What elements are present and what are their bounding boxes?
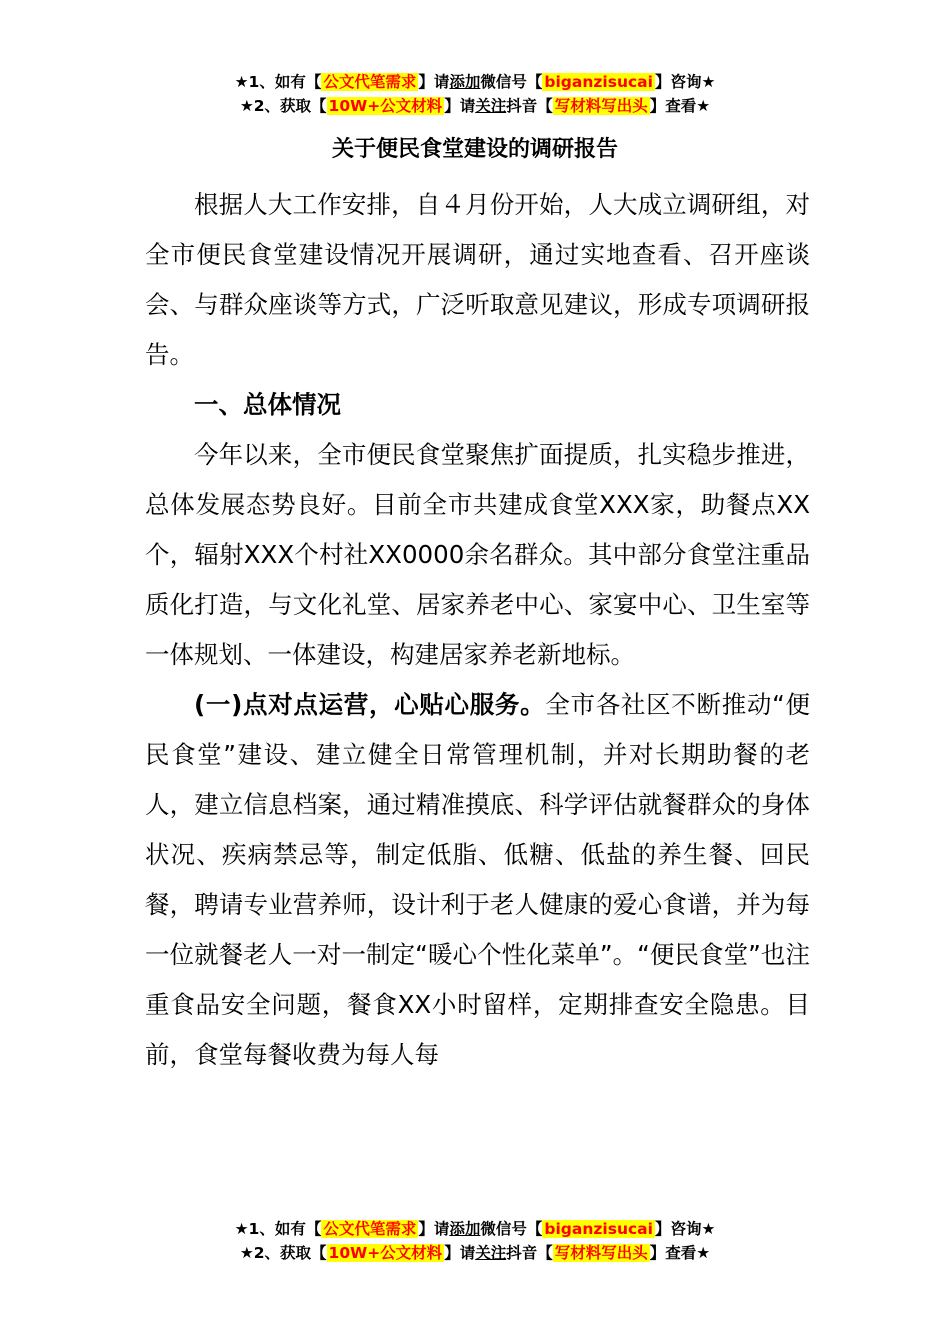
promo-text: 抖音【 bbox=[506, 97, 553, 115]
document-body bbox=[145, 180, 810, 1080]
promo-text: 】咨询★ bbox=[654, 73, 716, 91]
promo-text: ★1、如有【 bbox=[234, 73, 322, 91]
section-heading: 一、总体情况 bbox=[194, 390, 341, 419]
promo-highlight: 10W+公文材料 bbox=[328, 1244, 443, 1262]
promo-text: 微信号【 bbox=[480, 1220, 543, 1238]
promo-text: 】请 bbox=[418, 73, 450, 91]
document-title: 关于便民食堂建设的调研报告 bbox=[331, 137, 618, 162]
promo-text: 】请 bbox=[418, 1220, 450, 1238]
promo-text: 微信号【 bbox=[480, 73, 543, 91]
promo-line-2 bbox=[0, 94, 950, 118]
promo-text: 添加 bbox=[449, 1220, 481, 1238]
promo-text: 】请 bbox=[444, 97, 476, 115]
wechat-id-highlight: biganzisucai bbox=[544, 73, 653, 91]
promo-text: 】咨询★ bbox=[654, 1220, 716, 1238]
promo-text: 】查看★ bbox=[649, 1244, 711, 1262]
promo-text: ★2、获取【 bbox=[239, 1244, 327, 1262]
douyin-id-highlight: 写材料写出头 bbox=[554, 97, 648, 115]
promo-highlight: 公文代笔需求 bbox=[323, 73, 417, 91]
promo-text: ★2、获取【 bbox=[239, 97, 327, 115]
intro-paragraph: 根据人大工作安排，自４月份开始，人大成立调研组，对全市便民食堂建设情况开展调研，通过实地查看、召开座谈会、与群众座谈等方式，广泛听取意见建议，形成专项调研报告。 bbox=[145, 190, 810, 369]
promo-highlight: 公文代笔需求 bbox=[323, 1220, 417, 1238]
bottom-promo-banner bbox=[0, 1217, 950, 1265]
promo-text: ★1、如有【 bbox=[234, 1220, 322, 1238]
promo-text: 关注 bbox=[475, 1244, 507, 1262]
subsection-paragraph bbox=[145, 680, 810, 1080]
promo-text: 添加 bbox=[449, 73, 481, 91]
promo-line-1 bbox=[0, 1217, 950, 1241]
overview-paragraph: 今年以来，全市便民食堂聚焦扩面提质，扎实稳步推进，总体发展态势良好。目前全市共建成食堂XXX家，助餐点XX个，辐射XXX个村社XX0000余名群众。其中部分食堂注重品质化打造，与文化礼堂、居家养老中心、家宴中心、卫生室等一体规划、一体建设，构建居家养老新地标。 bbox=[145, 440, 810, 669]
promo-line-2 bbox=[0, 1241, 950, 1265]
promo-line-1 bbox=[0, 70, 950, 94]
promo-text: 】请 bbox=[444, 1244, 476, 1262]
top-promo-banner bbox=[0, 70, 950, 118]
promo-text: 】查看★ bbox=[649, 97, 711, 115]
subsection-heading: (一)点对点运营，心贴心服务。 bbox=[194, 690, 546, 719]
promo-highlight: 10W+公文材料 bbox=[328, 97, 443, 115]
subsection-text: 全市各社区不断推动“便民食堂”建设、建立健全日常管理机制，并对长期助餐的老人，建立信息档案，通过精准摸底、科学评估就餐群众的身体状况、疾病禁忌等，制定低脂、低糖、低盐的养生餐、回民餐，聘请专业营养师，设计利于老人健康的爱心食谱，并为每一位就餐老人一对一制定“暖心个性化菜单”。“便民食堂”也注重食品安全问题，餐食XX小时留样，定期排查安全隐患。目前，食堂每餐收费为每人每 bbox=[145, 690, 810, 1069]
douyin-id-highlight: 写材料写出头 bbox=[554, 1244, 648, 1262]
promo-text: 关注 bbox=[475, 97, 507, 115]
wechat-id-highlight: biganzisucai bbox=[544, 1220, 653, 1238]
promo-text: 抖音【 bbox=[506, 1244, 553, 1262]
